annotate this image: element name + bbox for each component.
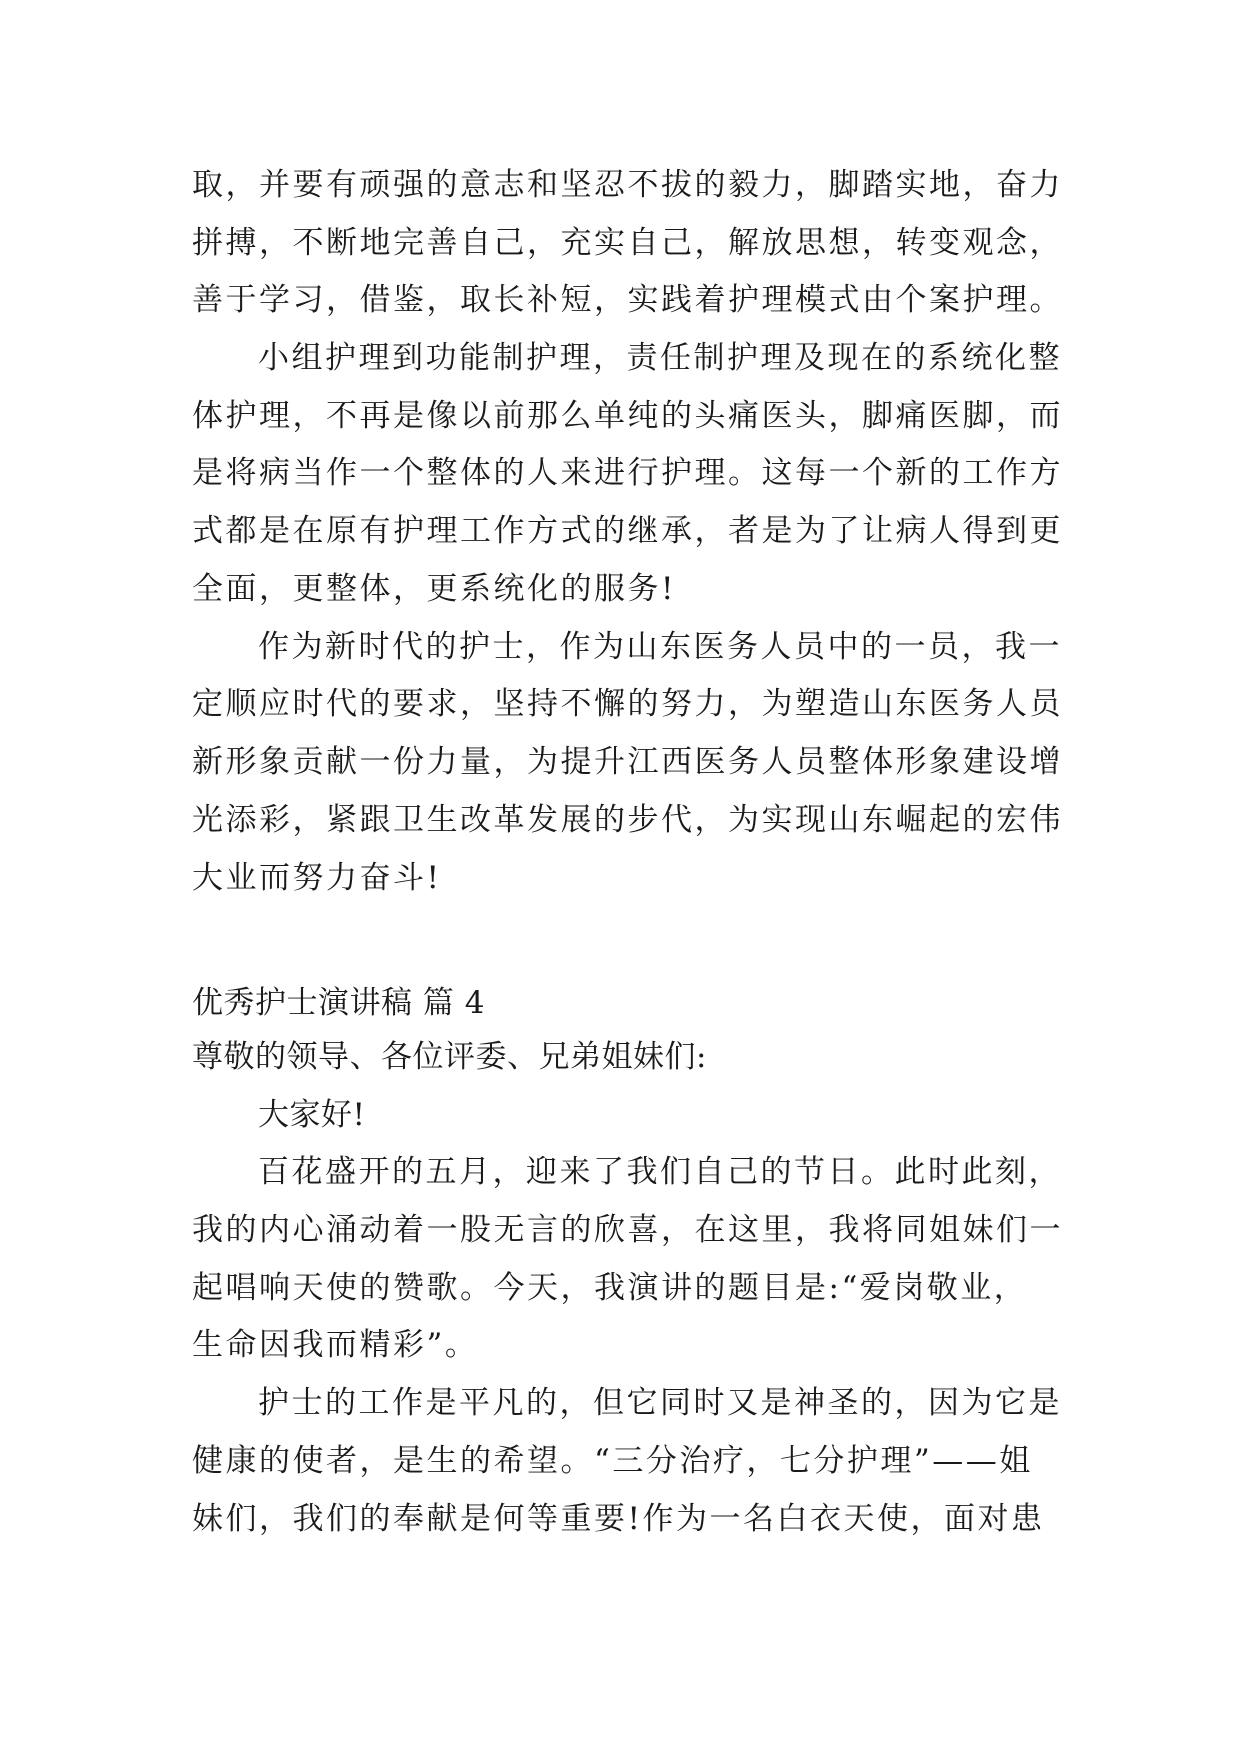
text-line: 小组护理到功能制护理，责任制护理及现在的系统化整 (258, 340, 1062, 376)
text-line: 护士的工作是平凡的，但它同时又是神圣的，因为它是 (258, 1385, 1062, 1421)
text-line: 取，并要有顽强的意志和坚忍不拔的毅力，脚踏实地，奋力 (192, 167, 1063, 203)
text-line: 体护理，不再是像以前那么单纯的头痛医头，脚痛医脚，而 (192, 398, 1063, 434)
greeting: 大家好! (258, 1097, 366, 1133)
text-line: 妹们，我们的奉献是何等重要!作为一名白衣天使，面对患 (192, 1501, 1045, 1537)
text-line: 光添彩，紧跟卫生改革发展的步代，为实现山东崛起的宏伟 (192, 802, 1063, 838)
section-heading: 优秀护士演讲稿 篇 4 (192, 985, 485, 1021)
text-line: 百花盛开的五月，迎来了我们自己的节日。此时此刻， (258, 1154, 1062, 1190)
text-line: 我的内心涌动着一股无言的欣喜，在这里，我将同姐妹们一 (192, 1212, 1063, 1248)
text-line: 作为新时代的护士，作为山东医务人员中的一员，我一 (258, 629, 1062, 665)
salutation: 尊敬的领导、各位评委、兄弟姐妹们: (192, 1039, 707, 1075)
text-line: 生命因我而精彩”。 (192, 1327, 479, 1363)
text-line: 善于学习，借鉴，取长补短，实践着护理模式由个案护理。 (192, 282, 1063, 318)
text-line: 是将病当作一个整体的人来进行护理。这每一个新的工作方 (192, 455, 1063, 491)
text-line: 新形象贡献一份力量，为提升江西医务人员整体形象建设增 (192, 744, 1063, 780)
text-line: 全面，更整体，更系统化的服务! (192, 571, 676, 607)
text-line: 拼搏，不断地完善自己，充实自己，解放思想，转变观念， (192, 225, 1063, 261)
text-line: 定顺应时代的要求，坚持不懈的努力，为塑造山东医务人员 (192, 686, 1063, 722)
text-line: 大业而努力奋斗! (192, 860, 442, 896)
text-line: 健康的使者，是生的希望。“三分治疗，七分护理”——姐 (192, 1443, 1033, 1479)
text-line: 起唱响天使的赞歌。今天，我演讲的题目是:“爱岗敬业， (192, 1270, 1028, 1306)
text-line: 式都是在原有护理工作方式的继承，者是为了让病人得到更 (192, 513, 1063, 549)
